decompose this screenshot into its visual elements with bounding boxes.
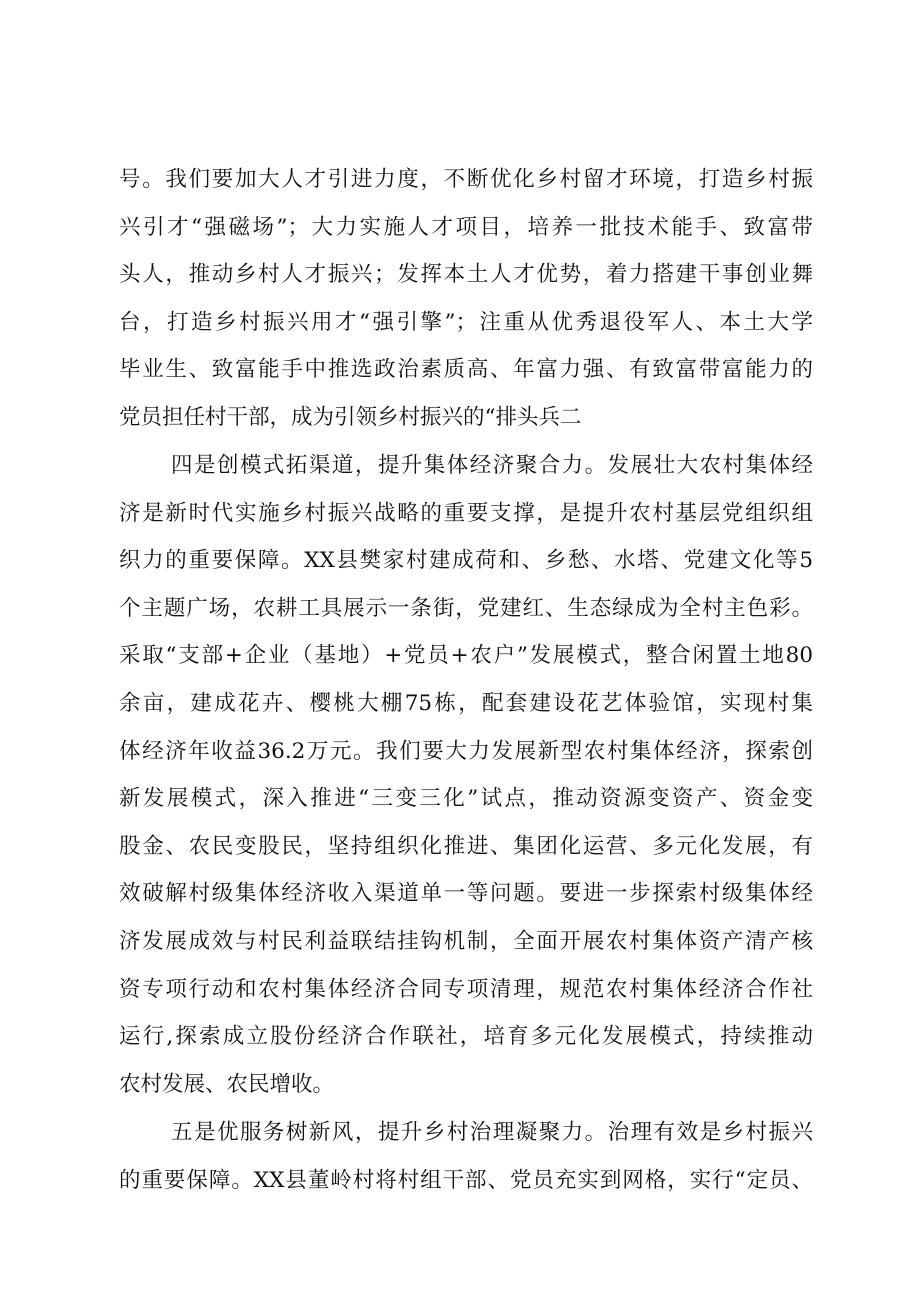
text-line: 兴引才“强磁场”；大力实施人才项目，培养一批技术能手、致富带 bbox=[119, 214, 813, 240]
text-line: 五是优服务树新风，提升乡村治理凝聚力。治理有效是乡村振兴 bbox=[171, 1120, 813, 1145]
paragraph-governance bbox=[119, 1109, 813, 1204]
text-line: 织力的重要保障。XX县樊家村建成荷和、乡愁、水塔、党建文化等5 bbox=[119, 548, 813, 574]
text-line: 号。我们要加大人才引进力度，不断优化乡村留才环境，打造乡村振 bbox=[119, 167, 813, 192]
text-line: 资专项行动和农村集体经济合同专项清理，规范农村集体经济合作社 bbox=[119, 976, 813, 1002]
text-line: 余亩，建成花卉、樱桃大棚75栋，配套建设花艺体验馆，实现村集 bbox=[119, 690, 813, 716]
text-line: 股金、农民变股民，坚持组织化推进、集团化运营、多元化发展，有 bbox=[119, 833, 813, 859]
text-line: 党员担任村干部，成为引领乡村振兴的“排头兵二 bbox=[119, 404, 582, 430]
text-line: 体经济年收益36.2万元。我们要大力发展新型农村集体经济，探索创 bbox=[119, 738, 813, 764]
text-line: 效破解村级集体经济收入渠道单一等问题。要进一步探索村级集体经 bbox=[119, 881, 813, 907]
text-line: 农村发展、农民增收。 bbox=[119, 1071, 335, 1097]
text-line: 采取“支部+企业（基地）+党员+农户”发展模式，整合闲置土地80 bbox=[119, 643, 813, 669]
text-line: 四是创模式拓渠道，提升集体经济聚合力。发展壮大农村集体经 bbox=[171, 453, 813, 478]
text-line: 运行,探索成立股份经济合作联社，培育多元化发展模式，持续推动 bbox=[119, 1024, 813, 1050]
text-line: 头人，推动乡村人才振兴；发挥本土人才优势，着力搭建干事创业舞 bbox=[119, 262, 813, 288]
text-line: 毕业生、致富能手中推选政治素质高、年富力强、有致富带富能力的 bbox=[119, 357, 813, 383]
text-line: 台，打造乡村振兴用才“强引擎”；注重从优秀退役军人、本土大学 bbox=[119, 309, 813, 335]
text-line: 济是新时代实施乡村振兴战略的重要支撑，是提升农村基层党组织组 bbox=[119, 500, 813, 526]
paragraph-talent bbox=[119, 156, 813, 442]
text-line: 的重要保障。XX县董岭村将村组干部、党员充实到网格，实行“定员、 bbox=[119, 1167, 813, 1193]
text-line: 济发展成效与村民利益联结挂钩机制，全面开展农村集体资产清产核 bbox=[119, 928, 813, 954]
text-line: 个主题广场，农耕工具展示一条街，党建红、生态绿成为全村主色彩。 bbox=[119, 595, 813, 621]
paragraph-collective-economy bbox=[119, 442, 813, 1108]
text-line: 新发展模式，深入推进“三变三化”试点，推动资源变资产、资金变 bbox=[119, 786, 813, 812]
